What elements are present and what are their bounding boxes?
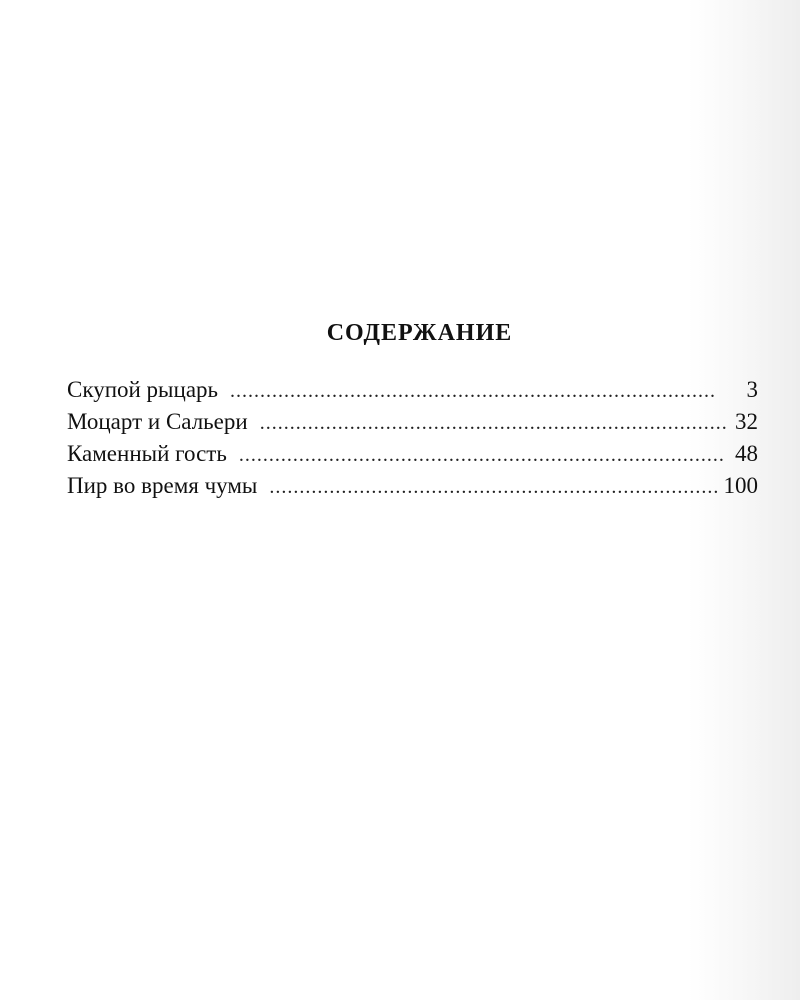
toc-entry-title: Каменный гость: [67, 441, 227, 466]
toc-heading: СОДЕРЖАНИЕ: [326, 320, 513, 346]
toc-entry-title: Моцарт и Сальери: [67, 409, 248, 434]
toc-dot-leader: [239, 439, 729, 471]
toc-entry-skupoy-rytsar: [67, 374, 758, 406]
toc-entry-motsart-i-salieri: [67, 406, 758, 438]
toc-list: [67, 374, 758, 502]
toc-dot-leader: [230, 375, 740, 407]
table-of-contents: [67, 318, 758, 502]
toc-page-number: 32: [735, 409, 758, 434]
toc-entry-kamennyy-gost: [67, 438, 758, 470]
toc-dot-leader: [260, 407, 729, 439]
toc-entry-title: Пир во время чумы: [67, 473, 258, 498]
toc-page-number: 48: [735, 441, 758, 466]
toc-page-number: 3: [746, 377, 758, 402]
toc-page-number: 100: [723, 473, 758, 498]
toc-entry-pir-vo-vremya-chumy: [67, 470, 758, 502]
toc-dot-leader: [269, 471, 717, 503]
toc-entry-title: Скупой рыцарь: [67, 377, 219, 402]
